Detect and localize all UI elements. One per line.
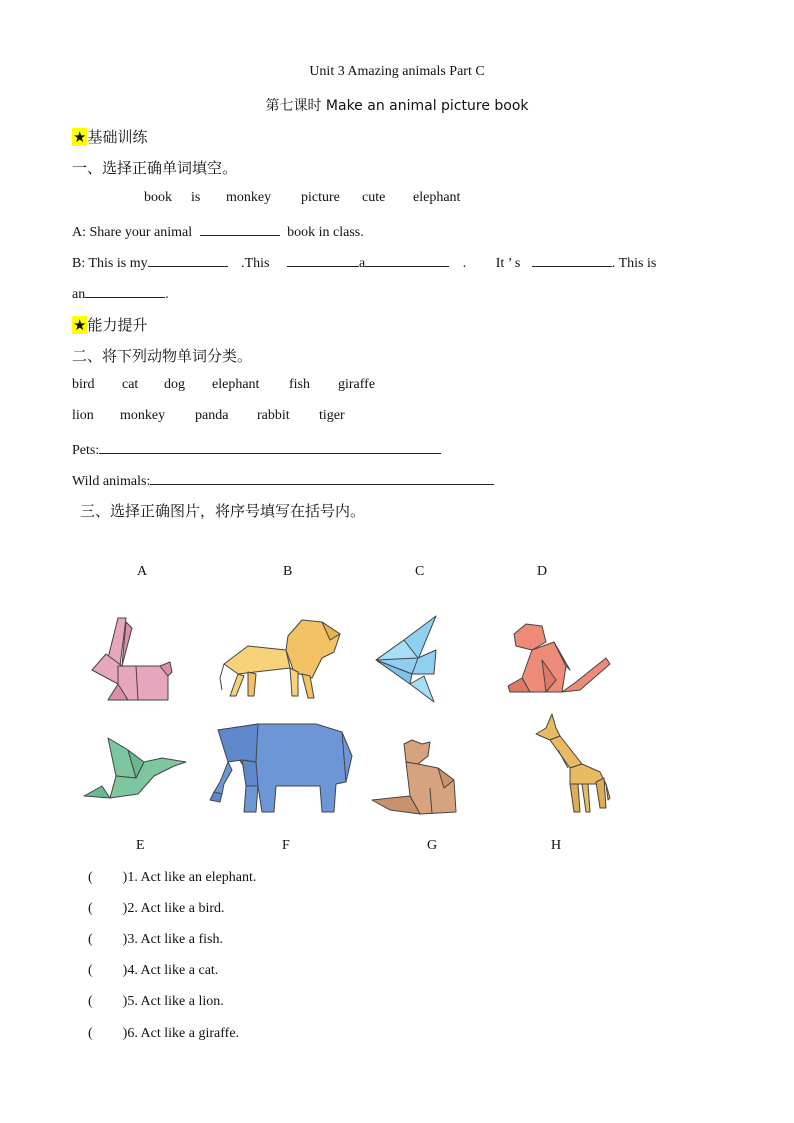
origami-giraffe-picture[interactable] bbox=[534, 712, 612, 816]
item-text: )2. Act like a bird. bbox=[122, 901, 225, 916]
origami-rabbit-picture[interactable] bbox=[88, 614, 174, 704]
origami-elephant-picture[interactable] bbox=[206, 722, 356, 814]
animal-word: rabbit bbox=[257, 408, 290, 423]
pets-label: Pets: bbox=[72, 443, 100, 458]
word-bank-item: monkey bbox=[226, 190, 272, 205]
wild-answer-blank[interactable] bbox=[150, 470, 494, 485]
sentence-a-prefix: A: Share your animal bbox=[72, 225, 193, 240]
star-icon: ★ bbox=[73, 128, 87, 146]
section1-question: 一、选择正确单词填空。 bbox=[72, 159, 238, 177]
word-bank-item: picture bbox=[301, 190, 340, 205]
pets-answer-blank[interactable] bbox=[99, 439, 441, 454]
picture-label-f: F bbox=[282, 838, 290, 853]
sentence-b-part: .This bbox=[241, 256, 270, 271]
page-subtitle: 第七课时 Make an animal picture book bbox=[265, 98, 529, 114]
picture-label-c: C bbox=[415, 564, 425, 579]
sentence-c bbox=[72, 283, 169, 303]
animal-word: elephant bbox=[212, 377, 260, 392]
section1-heading-text: 基础训练 bbox=[87, 128, 148, 146]
answer-blank[interactable] bbox=[287, 252, 359, 267]
open-paren[interactable]: ( bbox=[88, 994, 93, 1009]
matching-item bbox=[88, 870, 256, 886]
open-paren[interactable]: ( bbox=[88, 901, 93, 916]
section1-heading bbox=[72, 126, 147, 147]
animal-word: dog bbox=[164, 377, 185, 392]
answer-blank[interactable] bbox=[200, 221, 280, 236]
open-paren[interactable]: ( bbox=[88, 932, 93, 947]
origami-lion-picture[interactable] bbox=[218, 616, 344, 702]
section2-heading bbox=[72, 314, 147, 335]
pets-line bbox=[72, 439, 441, 459]
picture-label-a: A bbox=[137, 564, 148, 579]
matching-item bbox=[88, 994, 224, 1010]
section3-question: 三、选择正确图片，将序号填写在括号内。 bbox=[80, 502, 366, 520]
matching-item bbox=[88, 963, 218, 979]
origami-bird-picture[interactable] bbox=[82, 736, 188, 802]
section2-question: 二、将下列动物单词分类。 bbox=[72, 347, 253, 365]
sentence-b bbox=[72, 252, 656, 272]
wild-label: Wild animals: bbox=[72, 474, 151, 489]
animal-word: fish bbox=[289, 377, 310, 392]
word-bank-item: cute bbox=[362, 190, 386, 205]
origami-fish-picture[interactable] bbox=[374, 614, 444, 706]
sentence-a bbox=[72, 221, 364, 241]
matching-item bbox=[88, 1026, 239, 1042]
sentence-b-part: It ’ s bbox=[495, 256, 521, 271]
sentence-b-part: a bbox=[358, 256, 366, 271]
sentence-c-part: . bbox=[165, 287, 169, 302]
sentence-c-part: an bbox=[72, 287, 86, 302]
open-paren[interactable]: ( bbox=[88, 870, 93, 885]
origami-cat-picture[interactable] bbox=[370, 738, 458, 816]
animal-word: tiger bbox=[319, 408, 345, 423]
matching-item bbox=[88, 901, 225, 917]
animal-word: panda bbox=[195, 408, 229, 423]
open-paren[interactable]: ( bbox=[88, 963, 93, 978]
animal-word: bird bbox=[72, 377, 95, 392]
answer-blank[interactable] bbox=[148, 252, 228, 267]
picture-label-h: H bbox=[551, 838, 562, 853]
animal-word: monkey bbox=[120, 408, 166, 423]
sentence-b-part: B: This is my bbox=[72, 256, 148, 271]
sentence-b-part: . bbox=[462, 256, 467, 271]
sentence-b-part: . This is bbox=[611, 256, 657, 271]
word-bank-item: book bbox=[144, 190, 172, 205]
picture-label-g: G bbox=[427, 838, 438, 853]
wild-line bbox=[72, 470, 494, 490]
item-text: )1. Act like an elephant. bbox=[122, 870, 257, 885]
item-text: )4. Act like a cat. bbox=[122, 963, 219, 978]
animal-word: cat bbox=[122, 377, 139, 392]
open-paren[interactable]: ( bbox=[88, 1026, 93, 1041]
picture-label-d: D bbox=[537, 564, 548, 579]
answer-blank[interactable] bbox=[365, 252, 449, 267]
matching-item bbox=[88, 932, 223, 948]
animal-word: giraffe bbox=[338, 377, 376, 392]
item-text: )6. Act like a giraffe. bbox=[122, 1026, 240, 1041]
picture-label-e: E bbox=[136, 838, 145, 853]
item-text: )3. Act like a fish. bbox=[122, 932, 223, 947]
answer-blank[interactable] bbox=[532, 252, 612, 267]
section2-heading-text: 能力提升 bbox=[87, 316, 148, 334]
sentence-a-suffix: book in class. bbox=[287, 225, 364, 240]
word-bank-item: is bbox=[191, 190, 201, 205]
word-bank-item: elephant bbox=[413, 190, 461, 205]
origami-monkey-picture[interactable] bbox=[506, 620, 612, 698]
star-icon: ★ bbox=[73, 316, 87, 334]
answer-blank[interactable] bbox=[85, 283, 165, 298]
picture-label-b: B bbox=[283, 564, 293, 579]
animal-word: lion bbox=[72, 408, 94, 423]
page-title: Unit 3 Amazing animals Part C bbox=[309, 64, 485, 79]
item-text: )5. Act like a lion. bbox=[122, 994, 224, 1009]
